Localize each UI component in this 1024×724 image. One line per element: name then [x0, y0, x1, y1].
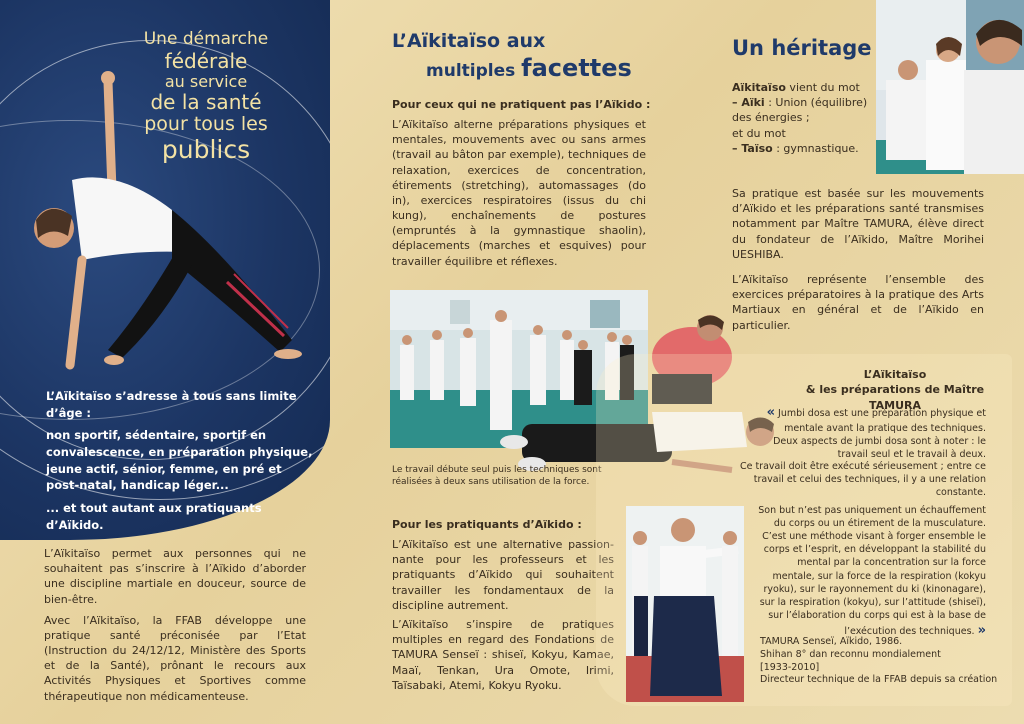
term-word: – Taïso: [732, 141, 773, 155]
audience-text: [46, 388, 316, 539]
teacher-photo: [626, 506, 744, 702]
photo-caption: Le travail débute seul puis les techniques sont réalisées à deux sans utilisation de la force.: [392, 465, 602, 488]
right-paragraph: Sa pratique est basée sur les mouvements d’Aïkido et les préparations santé transmises notamment par Maître TAMURA, élève direct du fondateur de l’Aïkido, Maître Morihei UESHIBA.: [732, 187, 984, 261]
title-line: au service: [164, 71, 248, 91]
middle-title-part: multiples: [426, 61, 522, 81]
right-paragraph: L’Aïkitaïso représente l’ensemble des exercices préparatoires à la pratique des Arts Martiaux en général et de l’Aïkido en particulier.: [732, 273, 984, 332]
quote-signature: [760, 636, 997, 687]
quote-text: Son but n’est pas uniquement un échauffement du corps ou un étirement de la musculature. C’est une méthode visant à forger ensemble le corps et l’esprit, en développant la stabilité du mental par la concentration sur la force mentale, sur la force de la respiration (kokyu ryoku), sur le rayonnement du ki (kinonagare), sur la respiration (kokyu), sur l’attitude (shiseï), sur l’élaboration du corps qui est à la base de l’exécution des techniques.: [758, 505, 986, 637]
right-title: Un héritage: [732, 36, 872, 60]
box-title-line: L’Aïkitaïso: [863, 368, 927, 381]
definition-part: : gymnastique.: [772, 141, 859, 155]
middle-title: [392, 30, 652, 82]
audience-intro: L’Aïkitaïso s’adresse à tous sans limite d’âge :: [46, 389, 297, 420]
quote-text: Jumbi dosa est une préparation physique et mentale avant la pratique des techniques. Deux aspects de jumbi dosa sont à noter : le travail seul et le travail à deux.: [773, 408, 986, 461]
middle-paragraph: L’Aïkitaïso s’inspire de pratiques multiples en regard des Fondations de TAMURA Senseï : shiseï, Kokyu, Kamae, Maaï, Tenkan, Ura Omote, Irimi, Taïsabaki, Atemi, Kokyu Ryoku.: [392, 618, 614, 692]
section-heading: Pour ceux qui ne pratiquent pas l’Aïkido :: [392, 98, 651, 111]
signature-line: Directeur technique de la FFAB depuis sa création: [760, 674, 998, 686]
definition-text: [732, 80, 872, 156]
signature-line: [1933-2010]: [760, 661, 820, 673]
title-line: de la santé: [150, 89, 262, 114]
section-heading: Pour les pratiquants d’Aïkido :: [392, 518, 582, 531]
signature-line: Shihan 8° dan reconnu mondialement: [760, 648, 941, 660]
left-title: [96, 30, 316, 165]
middle-title-line: L’Aïkitaïso aux: [392, 30, 546, 52]
definition-part: et du mot: [732, 126, 786, 140]
title-line: pour tous les: [144, 112, 268, 135]
quote-paragraph: [754, 504, 986, 640]
definition-part: vient du mot: [785, 81, 860, 94]
quote-paragraph: [760, 404, 986, 461]
term-word: – Aïki: [732, 96, 765, 110]
title-line: fédérale: [164, 48, 248, 73]
middle-title-line: [426, 54, 652, 82]
left-body-text: [44, 546, 306, 710]
signature-line: TAMURA Senseï, Aïkido, 1986.: [760, 636, 903, 647]
quote-paragraph: Ce travail doit être exécuté sérieusement ; entre ce travail et celui des techniques, il y a une relation constante.: [739, 461, 986, 499]
middle-paragraph: L’Aïkitaïso alterne préparations physiques et mentales, mouvements avec ou sans armes (travail au bâton par exemple), techniques de relaxation, exercices de concentration, étirements (stretching), automassages (do in), exercices respiratoires (issus du chi kung), enchaînements de postures (empruntés à la gymnastique shaolin), déplacements (marches et esquives) pour travailler équilibre et réflexes.: [392, 118, 646, 268]
box-title-line: & les préparations de Maître TAMURA: [805, 383, 985, 412]
left-paragraph: Avec l’Aïkitaïso, la FFAB développe une pratique santé préconisée par l’Etat (Instruction du 24/12/12, Ministère des Sports et de la Santé), prônant le recours aux Activités Physiques et Sportives comme thérapeutique non médicamenteuse.: [44, 613, 306, 703]
quote-close-mark: »: [977, 622, 986, 638]
term-word: Aïkitaïso: [732, 81, 786, 94]
middle-paragraph: L’Aïkitaïso est une alternative passion-nante pour les professeurs et les pratiquants d’Aïkido qui souhaitent travailler les fondamentaux de la discipline autrement.: [392, 538, 614, 612]
title-line: Une démarche: [143, 29, 269, 49]
definition-part: : Union (équilibre) des énergies ;: [732, 96, 868, 125]
audience-list: non sportif, sédentaire, sportif en convalescence, en préparation physique, jeune actif, sénior, femme, en pré et post-natal, handicap léger...: [46, 428, 313, 493]
middle-title-emph: facettes: [521, 54, 632, 82]
title-line: publics: [161, 134, 251, 164]
quote-open-mark: «: [766, 405, 775, 420]
left-paragraph: L’Aïkitaïso permet aux personnes qui ne souhaitent pas s’inscrire à l’Aïkido d’aborder une discipline martiale en douceur, source de bien-être.: [44, 547, 306, 606]
instructor-photo: [876, 0, 1024, 174]
audience-outro: ... et tout autant aux pratiquants d’Aïkido.: [46, 501, 262, 532]
